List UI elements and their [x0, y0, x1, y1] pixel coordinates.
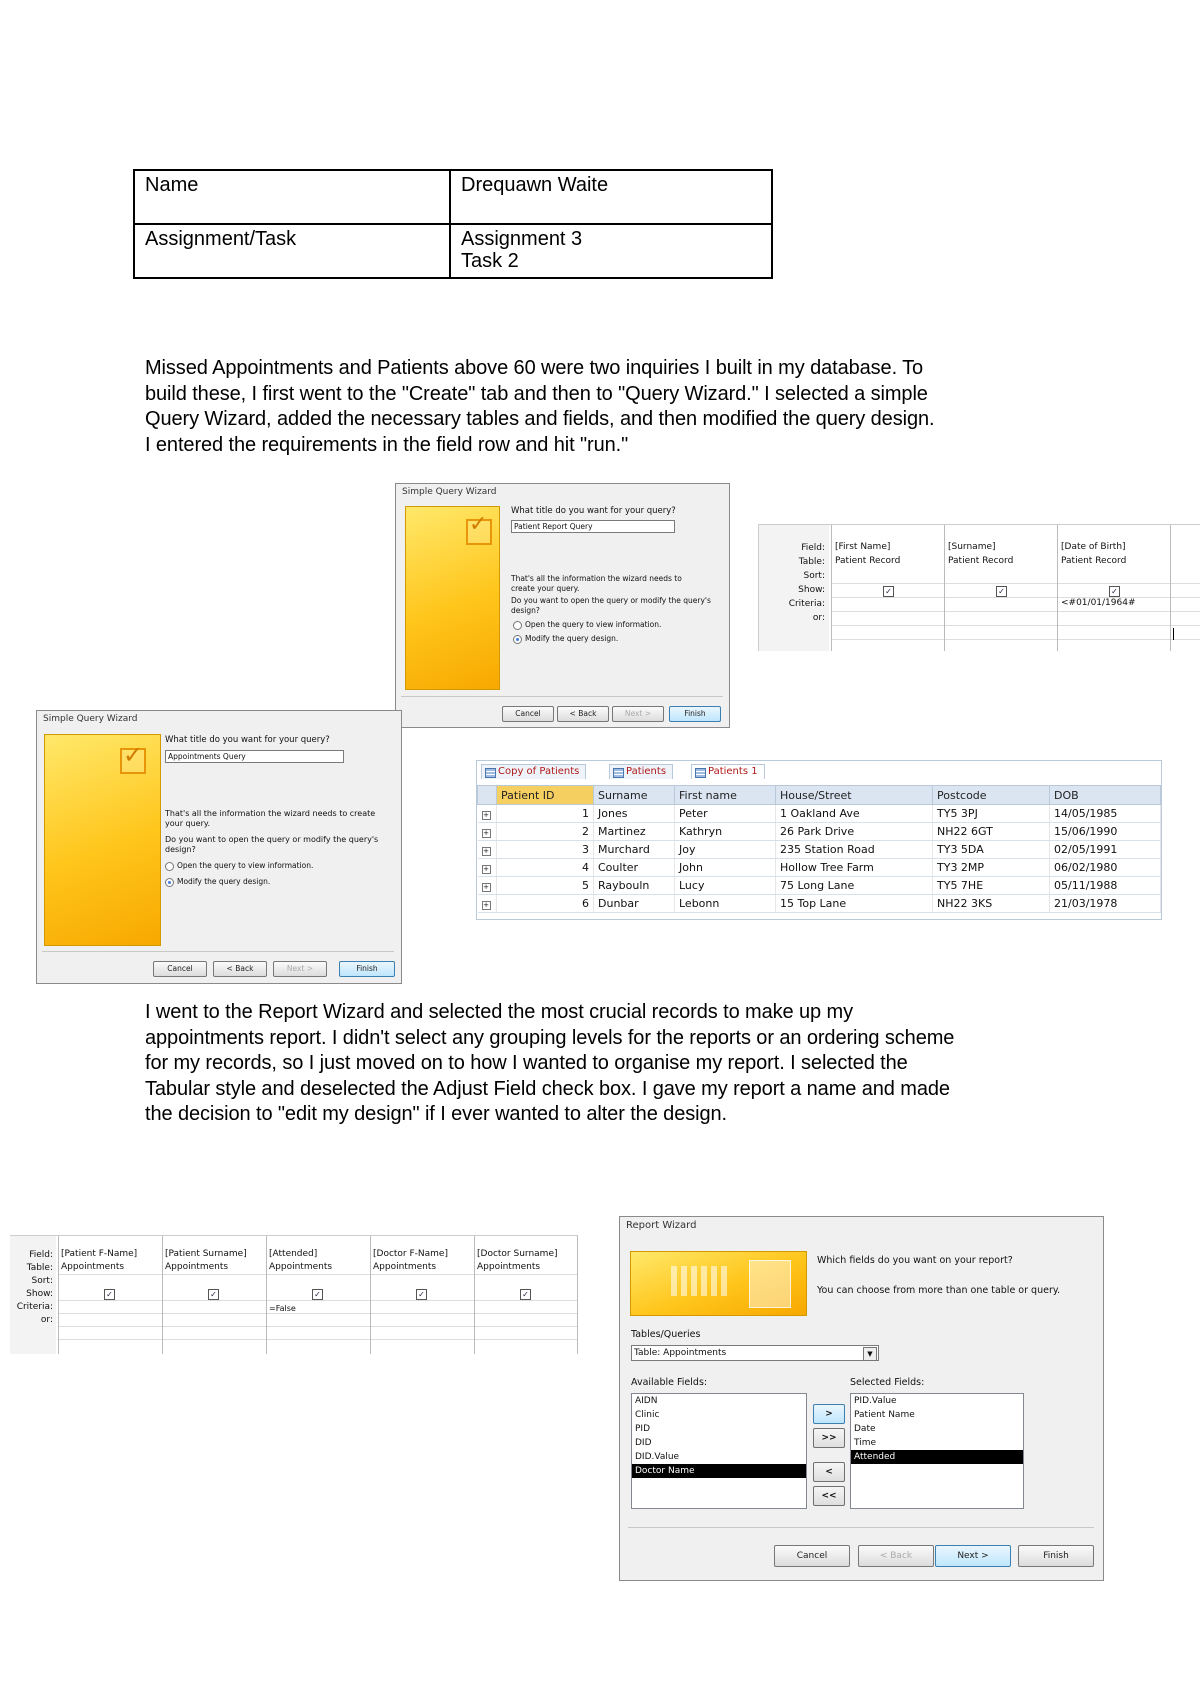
- list-item[interactable]: AIDN: [635, 1396, 658, 1406]
- add-all-fields-button[interactable]: >>: [813, 1428, 845, 1448]
- query-table-cell[interactable]: Appointments: [269, 1262, 333, 1272]
- next-button[interactable]: Next >: [273, 961, 327, 977]
- back-button[interactable]: < Back: [213, 961, 267, 977]
- list-item[interactable]: Clinic: [635, 1410, 660, 1420]
- expand-icon[interactable]: +: [483, 883, 489, 891]
- show-checkbox[interactable]: ✓: [883, 586, 894, 597]
- table-row[interactable]: + 5 Raybouln Lucy 75 Long Lane TY5 7HE 05/11/1988: [478, 877, 1161, 895]
- query-table-cell[interactable]: Appointments: [477, 1262, 541, 1272]
- paragraph-line: Query Wizard, added the necessary tables and fields, and then modified the query design.: [145, 408, 935, 430]
- tab-patients-1[interactable]: Patients 1: [691, 764, 765, 779]
- list-item[interactable]: Time: [854, 1438, 877, 1448]
- list-item-selected[interactable]: Doctor Name: [632, 1464, 806, 1478]
- wizard-question: What title do you want for your query?: [165, 735, 330, 745]
- chevron-down-icon[interactable]: ▼: [863, 1347, 877, 1361]
- list-item[interactable]: DID.Value: [635, 1452, 680, 1462]
- selected-fields-label: Selected Fields:: [850, 1377, 925, 1388]
- paragraph-line: Missed Appointments and Patients above 60 were two inquiries I built in my database. To: [145, 357, 924, 379]
- query-criteria-cell[interactable]: <#01/01/1964#: [1061, 598, 1136, 608]
- tables-queries-select[interactable]: Table: Appointments ▼: [631, 1345, 879, 1361]
- show-checkbox[interactable]: ✓: [104, 1289, 115, 1300]
- show-checkbox[interactable]: ✓: [208, 1289, 219, 1300]
- show-label: Show:: [26, 1289, 53, 1299]
- query-field-cell[interactable]: [Surname]: [948, 542, 996, 552]
- table-label: Table:: [26, 1263, 53, 1273]
- tab-patients[interactable]: Patients: [609, 764, 673, 779]
- expand-icon[interactable]: +: [483, 865, 489, 873]
- criteria-label: Criteria:: [788, 599, 825, 609]
- expand-icon[interactable]: +: [483, 811, 489, 819]
- show-checkbox[interactable]: ✓: [312, 1289, 323, 1300]
- query-table-cell[interactable]: Appointments: [373, 1262, 437, 1272]
- task-number-value: Task 2: [461, 250, 519, 272]
- datasheet-table: [477, 785, 1161, 913]
- radio-selected-icon: [165, 878, 174, 887]
- list-item[interactable]: PID: [635, 1424, 651, 1434]
- name-row: [134, 170, 772, 224]
- wizard-title: Simple Query Wizard: [43, 714, 138, 724]
- show-label: Show:: [798, 585, 825, 595]
- field-label: Field:: [801, 543, 825, 553]
- column-header[interactable]: Surname: [594, 786, 675, 805]
- calculator-icon: [749, 1260, 791, 1308]
- paragraph-report: [145, 1000, 954, 1128]
- paragraph-queries: [145, 356, 934, 458]
- divider: [401, 696, 723, 697]
- simple-query-wizard-patients: [395, 483, 730, 728]
- sort-label: Sort:: [803, 571, 825, 581]
- field-label: Field:: [29, 1250, 53, 1260]
- query-field-cell[interactable]: [Patient Surname]: [165, 1249, 247, 1259]
- or-label: or:: [812, 613, 825, 623]
- table-row[interactable]: + 2 Martinez Kathryn 26 Park Drive NH22 6GT 15/06/1990: [478, 823, 1161, 841]
- or-label: or:: [40, 1315, 53, 1325]
- remove-all-fields-button[interactable]: <<: [813, 1486, 845, 1506]
- column-header[interactable]: First name: [675, 786, 776, 805]
- next-button[interactable]: Next >: [935, 1545, 1011, 1567]
- wizard-hint: You can choose from more than one table or query.: [817, 1285, 1061, 1296]
- task-row: [134, 224, 772, 278]
- list-item[interactable]: DID: [635, 1438, 652, 1448]
- simple-query-wizard-appointments: [36, 710, 402, 984]
- wizard-title: Report Wizard: [626, 1220, 697, 1231]
- wizard-title: Simple Query Wizard: [402, 487, 497, 497]
- text-cursor: [1173, 628, 1174, 640]
- back-button[interactable]: < Back: [557, 706, 609, 722]
- info-table: [133, 169, 773, 279]
- tables-queries-label: Tables/Queries: [631, 1329, 701, 1340]
- report-wizard: [619, 1216, 1104, 1581]
- finish-button[interactable]: Finish: [669, 706, 721, 722]
- query-field-cell[interactable]: [First Name]: [835, 542, 891, 552]
- table-icon: [485, 768, 496, 778]
- wizard-question: What title do you want for your query?: [511, 506, 676, 516]
- radio-icon: [513, 621, 522, 630]
- query-criteria-cell[interactable]: =False: [269, 1304, 296, 1313]
- open-query-option[interactable]: Open the query to view information.: [165, 861, 313, 871]
- paragraph-line: the decision to "edit my design" if I ever wanted to alter the design.: [145, 1103, 727, 1125]
- query-field-cell[interactable]: [Doctor Surname]: [477, 1249, 558, 1259]
- task-label: Assignment/Task: [134, 224, 450, 278]
- cancel-button[interactable]: Cancel: [153, 961, 207, 977]
- available-fields-label: Available Fields:: [631, 1377, 708, 1388]
- query-design-grid-appointments: [10, 1235, 578, 1354]
- column-header[interactable]: DOB: [1050, 786, 1161, 805]
- radio-selected-icon: [513, 635, 522, 644]
- wizard-info-text: That's all the information the wizard needs to create your query.: [511, 574, 682, 593]
- radio-icon: [165, 862, 174, 871]
- available-fields-list[interactable]: [631, 1393, 807, 1509]
- list-item[interactable]: PID.Value: [854, 1396, 897, 1406]
- wizard-open-question: Do you want to open the query or modify the query's design?: [165, 835, 379, 854]
- open-query-option[interactable]: Open the query to view information.: [513, 620, 661, 630]
- remove-field-button[interactable]: <: [813, 1462, 845, 1482]
- wizard-open-question: Do you want to open the query or modify the query's design?: [511, 596, 711, 615]
- table-icon: [695, 768, 706, 778]
- wizard-question: Which fields do you want on your report?: [817, 1255, 1013, 1266]
- table-label: Table:: [798, 557, 825, 567]
- selected-fields-list[interactable]: [850, 1393, 1024, 1509]
- wizard-banner-image: ✓: [44, 734, 161, 946]
- query-field-cell[interactable]: [Doctor F-Name]: [373, 1249, 448, 1259]
- table-icon: [613, 768, 624, 778]
- divider: [628, 1527, 1094, 1528]
- task-value: [450, 224, 772, 278]
- cancel-button[interactable]: Cancel: [502, 706, 554, 722]
- patients-datasheet: [476, 760, 1162, 920]
- show-checkbox[interactable]: ✓: [416, 1289, 427, 1300]
- query-title-input[interactable]: Patient Report Query: [511, 520, 675, 533]
- table-row[interactable]: + 4 Coulter John Hollow Tree Farm TY3 2MP 06/02/1980: [478, 859, 1161, 877]
- paragraph-line: build these, I first went to the "Create" tab and then to "Query Wizard." I selected a simple: [145, 382, 928, 405]
- table-row[interactable]: + 6 Dunbar Lebonn 15 Top Lane NH22 3KS 21/03/1978: [478, 895, 1161, 913]
- query-field-cell[interactable]: [Patient F-Name]: [61, 1249, 138, 1259]
- finish-button[interactable]: Finish: [339, 961, 395, 977]
- assignment-value: Assignment 3: [461, 228, 583, 250]
- sort-label: Sort:: [31, 1276, 53, 1286]
- add-field-button[interactable]: >: [813, 1404, 845, 1424]
- list-item[interactable]: Date: [854, 1424, 876, 1434]
- query-table-cell[interactable]: Patient Record: [948, 556, 1014, 566]
- table-row[interactable]: + 3 Murchard Joy 235 Station Road TY3 5DA 02/05/1991: [478, 841, 1161, 859]
- paragraph-line: for my records, so I just moved on to how I wanted to organise my report. I selected the: [145, 1052, 908, 1074]
- paragraph-line: appointments report. I didn't select any grouping levels for the reports or an ordering scheme: [145, 1026, 955, 1049]
- column-header[interactable]: Postcode: [933, 786, 1050, 805]
- expand-icon[interactable]: +: [483, 847, 489, 855]
- query-table-cell[interactable]: Patient Record: [1061, 556, 1127, 566]
- show-checkbox[interactable]: ✓: [520, 1289, 531, 1300]
- show-checkbox[interactable]: ✓: [996, 586, 1007, 597]
- query-design-grid-patients: [758, 524, 1200, 651]
- column-header[interactable]: House/Street: [776, 786, 933, 805]
- column-header[interactable]: Patient ID: [497, 786, 594, 805]
- wizard-banner-image: ✓: [405, 506, 500, 690]
- query-field-cell[interactable]: [Attended]: [269, 1249, 318, 1259]
- query-field-cell[interactable]: [Date of Birth]: [1061, 542, 1126, 552]
- finish-button[interactable]: Finish: [1018, 1545, 1094, 1567]
- header-row: [478, 786, 1161, 805]
- modify-query-option[interactable]: Modify the query design.: [165, 877, 270, 887]
- paragraph-line: I went to the Report Wizard and selected the most crucial records to make up my: [145, 1001, 853, 1023]
- next-button[interactable]: Next >: [612, 706, 664, 722]
- paragraph-line: Tabular style and deselected the Adjust Field check box. I gave my report a name and made: [145, 1077, 950, 1100]
- expand-icon[interactable]: +: [483, 829, 489, 837]
- tab-copy-of-patients[interactable]: Copy of Patients: [481, 764, 586, 779]
- wizard-info-text: That's all the information the wizard needs to create your query.: [165, 809, 376, 828]
- back-button[interactable]: < Back: [858, 1545, 934, 1567]
- query-table-cell[interactable]: Appointments: [61, 1262, 125, 1272]
- row-label-panel: [759, 525, 829, 651]
- show-checkbox[interactable]: ✓: [1109, 586, 1120, 597]
- paragraph-line: I entered the requirements in the field row and hit "run.": [145, 433, 629, 456]
- row-label-panel: [10, 1236, 56, 1354]
- list-item[interactable]: Patient Name: [854, 1410, 915, 1420]
- modify-query-option[interactable]: Modify the query design.: [513, 634, 618, 644]
- criteria-label: Criteria:: [16, 1302, 53, 1312]
- expand-icon[interactable]: +: [483, 901, 489, 909]
- table-row[interactable]: + 1 Jones Peter 1 Oakland Ave TY5 3PJ 14/05/1985: [478, 805, 1161, 823]
- cancel-button[interactable]: Cancel: [774, 1545, 850, 1567]
- query-table-cell[interactable]: Appointments: [165, 1262, 229, 1272]
- list-item-selected[interactable]: Attended: [851, 1450, 1023, 1464]
- query-table-cell[interactable]: Patient Record: [835, 556, 901, 566]
- name-value: Drequawn Waite: [450, 170, 772, 224]
- report-wizard-banner-image: [630, 1251, 807, 1316]
- divider: [42, 951, 394, 952]
- query-title-input[interactable]: Appointments Query: [165, 750, 344, 763]
- name-label: Name: [134, 170, 450, 224]
